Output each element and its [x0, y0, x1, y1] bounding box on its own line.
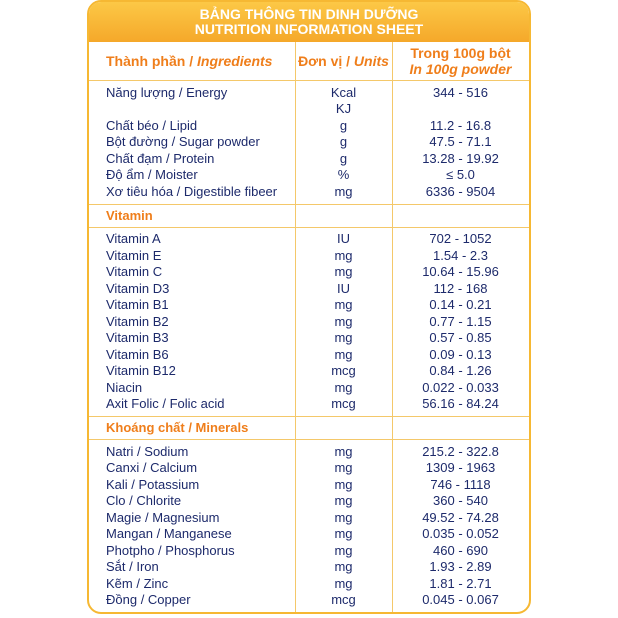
nutrient-unit: IU [337, 231, 350, 246]
nutrient-unit: % [337, 167, 350, 182]
table-row [89, 559, 529, 576]
nutrient-amount: 0.84 - 1.26 [429, 363, 492, 378]
table-row [89, 380, 529, 397]
column-divider [295, 42, 296, 612]
column-header-units-en: Units [353, 53, 389, 69]
nutrient-amount: 13.28 - 19.92 [422, 150, 499, 166]
nutrient-group [89, 228, 529, 418]
nutrient-amount: 11.2 - 16.8 [429, 117, 492, 133]
nutrient-unit: mg [334, 493, 353, 508]
table-row [89, 167, 529, 184]
table-row [89, 592, 529, 609]
nutrient-amount: 215.2 - 322.8 [422, 443, 499, 459]
column-header-ingredients [89, 53, 295, 69]
nutrient-name: Clo / Chlorite [106, 493, 182, 508]
nutrient-unit: g [339, 117, 348, 133]
table-row [89, 297, 529, 314]
nutrient-unit: mg [334, 264, 353, 279]
nutrient-amount: 10.64 - 15.96 [422, 264, 499, 279]
nutrient-amount: 746 - 1118 [430, 476, 491, 492]
nutrient-amount: 6336 - 9504 [425, 183, 496, 199]
nutrient-unit: mg [334, 575, 353, 591]
table-row [89, 543, 529, 560]
nutrient-name: Chất béo / Lipid [106, 117, 198, 133]
nutrient-name: Natri / Sodium [106, 443, 189, 459]
table-row [89, 363, 529, 380]
column-header-units-vi: Đơn vị / [298, 53, 354, 69]
nutrient-unit: mg [334, 476, 353, 492]
table-row [89, 184, 529, 201]
nutrient-name: Vitamin B3 [106, 330, 169, 345]
nutrient-amount: 360 - 540 [433, 493, 488, 508]
column-divider [392, 42, 393, 612]
nutrient-name: Mangan / Manganese [106, 526, 232, 541]
nutrient-unit: IU [337, 280, 350, 296]
nutrient-unit: g [339, 134, 348, 149]
nutrient-amount: 112 - 168 [433, 280, 488, 296]
nutrient-unit: mg [334, 313, 353, 329]
table-row [89, 314, 529, 331]
nutrient-name: Năng lượng / Energy [106, 84, 228, 100]
nutrient-amount: 0.035 - 0.052 [422, 526, 499, 541]
nutrient-group [89, 81, 529, 205]
table-row [89, 493, 529, 510]
section-heading: Khoáng chất / Minerals [106, 420, 249, 435]
nutrient-name: Kali / Potassium [106, 476, 200, 492]
table-row [89, 477, 529, 494]
nutrient-amount: 0.57 - 0.85 [429, 330, 492, 345]
nutrient-name: Sắt / Iron [106, 559, 159, 574]
table-row [89, 248, 529, 265]
section-heading-row [89, 205, 529, 228]
nutrient-unit: g [339, 150, 348, 166]
nutrient-amount: ≤ 5.0 [446, 167, 475, 182]
nutrient-unit: KJ [335, 101, 352, 116]
nutrient-amount: 0.09 - 0.13 [429, 346, 492, 362]
nutrient-amount: 47.5 - 71.1 [429, 134, 492, 149]
nutrient-unit: mcg [331, 396, 356, 411]
nutrient-amount: 702 - 1052 [429, 231, 492, 246]
nutrient-unit: mg [334, 526, 353, 541]
table-row [89, 396, 529, 413]
column-header-ingredients-vi: Thành phần / [106, 53, 197, 69]
nutrient-unit: mcg [331, 592, 356, 607]
nutrient-amount: 0.045 - 0.067 [422, 592, 499, 607]
table-row [89, 510, 529, 527]
nutrient-name: Bột đường / Sugar powder [106, 134, 260, 149]
table-row [89, 444, 529, 461]
nutrient-name: Vitamin A [106, 231, 161, 246]
nutrient-name: Đồng / Copper [106, 592, 191, 607]
column-header-ingredients-en: Ingredients [197, 53, 273, 69]
nutrient-unit: mg [334, 379, 353, 395]
nutrient-amount: 0.022 - 0.033 [422, 379, 499, 395]
nutrient-name: Xơ tiêu hóa / Digestible fibeer [106, 183, 278, 199]
column-header-amount-en-text: In 100g powder [409, 61, 512, 77]
nutrient-amount: 460 - 690 [433, 542, 488, 558]
nutrient-amount: 344 - 516 [433, 84, 488, 100]
nutrient-name: Niacin [106, 379, 143, 395]
column-header-amount [392, 45, 529, 77]
nutrient-unit: mg [334, 460, 353, 475]
nutrient-amount: 1.81 - 2.71 [429, 575, 492, 591]
nutrient-name: Vitamin B1 [106, 297, 169, 312]
nutrient-unit: mg [334, 330, 353, 345]
nutrient-name: Kẽm / Zinc [106, 575, 169, 591]
nutrient-name: Canxi / Calcium [106, 460, 198, 475]
table-row [89, 576, 529, 593]
table-row [89, 460, 529, 477]
nutrient-name: Chất đạm / Protein [106, 150, 215, 166]
section-heading-row [89, 417, 529, 440]
nutrient-amount: 0.77 - 1.15 [429, 313, 492, 329]
table-row [89, 526, 529, 543]
nutrition-sheet [87, 0, 531, 614]
table-row [89, 118, 529, 135]
nutrient-amount: 0.14 - 0.21 [429, 297, 492, 312]
title-bar [89, 2, 529, 42]
nutrient-unit: Kcal [330, 84, 357, 100]
nutrient-name: Magie / Magnesium [106, 509, 220, 525]
nutrient-unit: mg [334, 183, 353, 199]
nutrient-name: Vitamin B2 [106, 313, 169, 329]
table-row [89, 347, 529, 364]
nutrient-amount: 56.16 - 84.24 [422, 396, 499, 411]
nutrient-name: Axit Folic / Folic acid [106, 396, 225, 411]
nutrient-amount: 1.93 - 2.89 [429, 559, 492, 574]
table-row [89, 330, 529, 347]
nutrient-amount: 49.52 - 74.28 [422, 509, 499, 525]
nutrient-unit: mg [334, 509, 353, 525]
column-header-amount-en [392, 61, 529, 77]
nutrient-name: Photpho / Phosphorus [106, 542, 235, 558]
nutrient-amount: 1309 - 1963 [425, 460, 496, 475]
section-heading: Vitamin [106, 207, 153, 223]
nutrient-name: Vitamin E [106, 247, 162, 263]
nutrient-unit: mg [334, 443, 353, 459]
table-body [89, 42, 529, 612]
column-header-units [295, 53, 392, 69]
table-row [89, 264, 529, 281]
nutrient-name: Vitamin B12 [106, 363, 176, 378]
nutrient-unit: mg [334, 346, 353, 362]
nutrient-amount: 1.54 - 2.3 [433, 247, 488, 263]
nutrient-group [89, 440, 529, 612]
table-row [89, 85, 529, 102]
column-header-row [89, 42, 529, 81]
title-vietnamese: BẢNG THÔNG TIN DINH DƯỠNG [199, 6, 419, 22]
table-row [89, 151, 529, 168]
table-row [89, 281, 529, 298]
table-row [89, 231, 529, 248]
table-row [89, 101, 529, 118]
nutrient-unit: mg [334, 297, 353, 312]
column-header-amount-vi: Trong 100g bột [410, 45, 511, 61]
nutrient-name: Vitamin C [106, 264, 163, 279]
table-sections [89, 81, 529, 612]
nutrient-name: Độ ẩm / Moister [106, 167, 198, 182]
table-row [89, 134, 529, 151]
nutrient-name [89, 101, 295, 118]
nutrient-unit: mg [334, 542, 353, 558]
nutrient-unit: mg [334, 559, 353, 574]
title-english: NUTRITION INFORMATION SHEET [194, 21, 424, 37]
nutrient-amount [392, 101, 529, 118]
nutrient-name: Vitamin B6 [106, 346, 169, 362]
nutrient-unit: mg [334, 247, 353, 263]
nutrient-unit: mcg [331, 363, 356, 378]
nutrient-name: Vitamin D3 [106, 280, 170, 296]
